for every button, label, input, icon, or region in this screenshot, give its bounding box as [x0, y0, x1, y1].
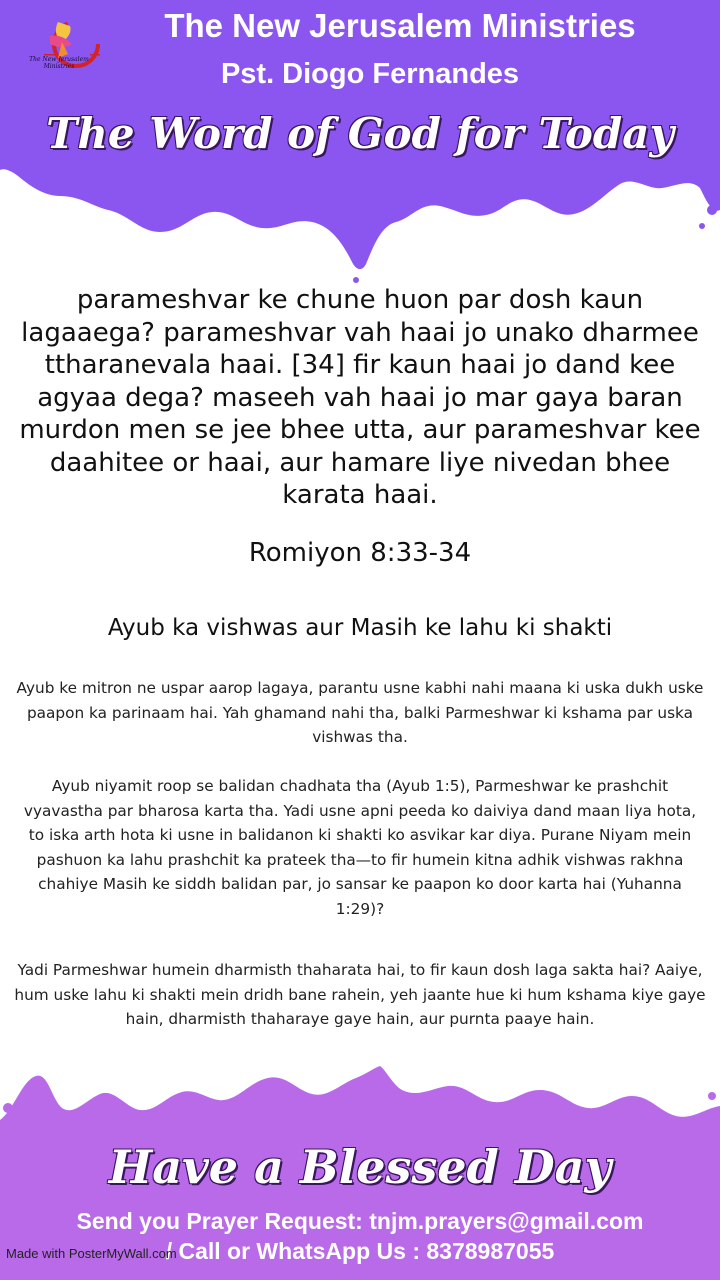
logo-caption: The New Jerusalem Ministries: [29, 56, 89, 70]
pastor-name: Pst. Diogo Fernandes: [220, 58, 520, 90]
devotion-paragraph: Yadi Parmeshwar humein dharmisth thaharata hai, to fir kaun dosh laga sakta hai? Aaiye, hum uske lahu ki shakti mein dridh bane rahein, yeh jaante hue ki hum kshama kiye gaye hain, dharmisth thaharaye gaye hain, aur purnta paaye hain.: [14, 961, 706, 1028]
blessing-title: Have a Blessed Day: [108, 1140, 612, 1194]
devotion-paragraph: Ayub niyamit roop se balidan chadhata tha (Ayub 1:5), Parmeshwar ke prashchit vyavastha par bharosa karta tha. Yadi usne apni peeda ko daiviya dand maan liya hota, to iska arth hota ki usne in balidanon ki shakti ko asvikar kar diya. Purane Niyam mein pashuon ka lahu prashchit ka prateek tha—to fir humein kitna adhik vishwas rakhna chahiye Masih ke siddh balidan par, jo sansar ke paapon ko door karta hai (Yuhanna 1:29)?: [23, 777, 697, 918]
prayer-request-line: Send you Prayer Request: tnjm.prayers@gmail.com: [76, 1208, 644, 1234]
call-whatsapp-line: / Call or WhatsApp Us : 8378987055: [165, 1238, 555, 1264]
postermywall-watermark: Made with PosterMyWall.com: [6, 1246, 177, 1261]
devotion-paragraph: Ayub ke mitron ne uspar aarop lagaya, parantu usne kabhi nahi maana ki uska dukh uske paapon ka parinaam hai. Yah ghamand nahi tha, balki Parmeshwar ki kshama par uska vishwas tha.: [16, 679, 704, 746]
banner-title: The Word of God for Today: [46, 109, 674, 158]
ministry-name: The New Jerusalem Ministries: [164, 7, 636, 44]
scripture-verse: parameshvar ke chune huon par dosh kaun lagaaega? parameshvar vah haai jo unako dharmee ttharanevala haai. [34] fir kaun haai jo dand kee agyaa dega? maseeh vah haai jo mar gaya baran murdon men se jee bhee utta, aur parameshvar kee daahitee or haai, aur hamare liye nivedan bhee karata haai.: [19, 285, 701, 510]
devotion-title: Ayub ka vishwas aur Masih ke lahu ki shakti: [107, 615, 613, 641]
scripture-reference: Romiyon 8:33-34: [248, 538, 472, 568]
